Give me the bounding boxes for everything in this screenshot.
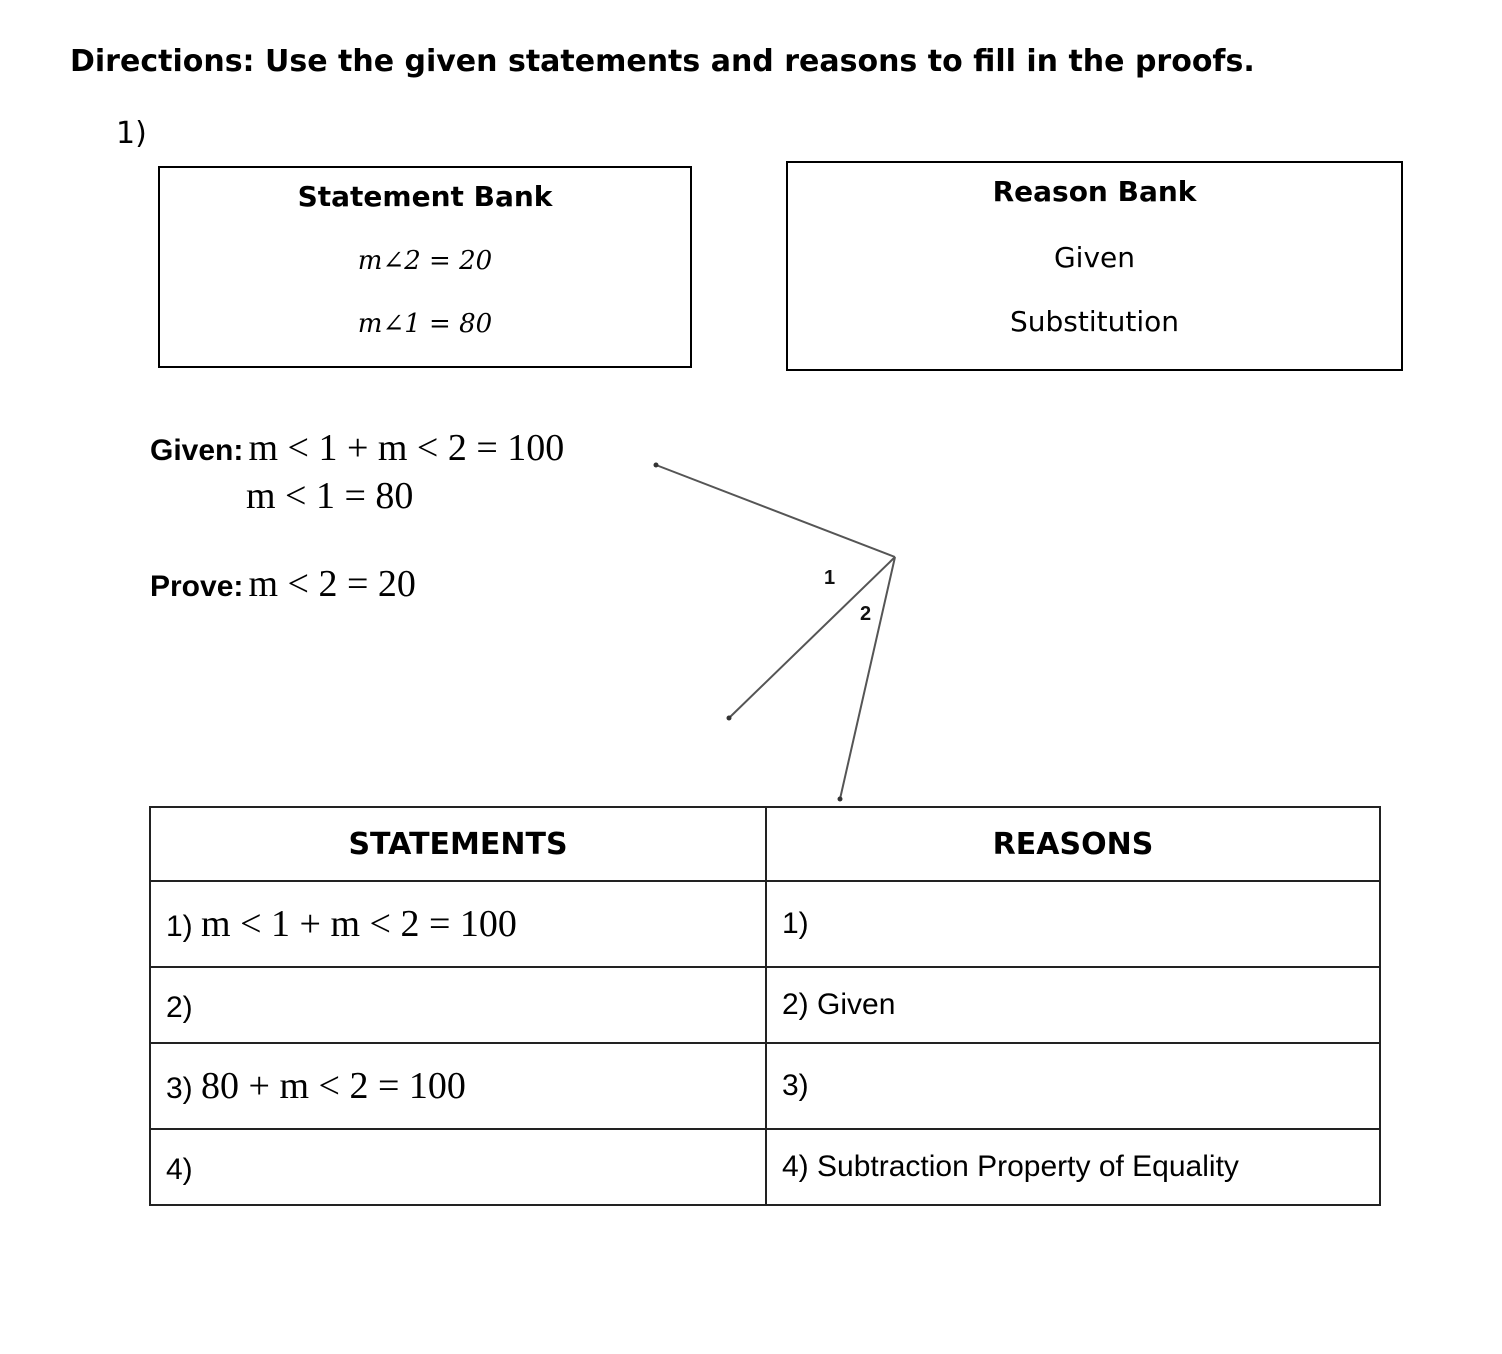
directions-heading: Directions: Use the given statements and reasons to fill in the proofs. bbox=[70, 44, 1255, 79]
statement-cell bbox=[150, 1043, 766, 1129]
reason-cell: 1) bbox=[766, 881, 1380, 967]
ray-upper bbox=[656, 465, 895, 557]
statements-header: STATEMENTS bbox=[150, 807, 766, 881]
prove-line bbox=[150, 562, 416, 606]
angle-label-1: 1 bbox=[824, 567, 836, 589]
statement-bank-title: Statement Bank bbox=[297, 180, 553, 213]
statement-number: 2) bbox=[166, 991, 193, 1024]
statement-number: 4) bbox=[166, 1153, 193, 1186]
statement-bank bbox=[158, 166, 692, 368]
given-label: Given: bbox=[150, 434, 244, 467]
reason-bank-title: Reason Bank bbox=[992, 175, 1197, 208]
statement-number: 3) bbox=[166, 1072, 193, 1105]
statement-cell bbox=[150, 1129, 766, 1205]
statement-bank-item: m∠1 = 80 bbox=[357, 309, 493, 339]
statement-number: 1) bbox=[166, 910, 193, 943]
given-line-1 bbox=[150, 426, 564, 470]
proof-row bbox=[150, 967, 1380, 1043]
angle-label-2: 2 bbox=[860, 603, 872, 625]
angle-diagram bbox=[640, 450, 940, 810]
reason-bank-item: Given bbox=[1053, 241, 1136, 274]
reason-bank bbox=[786, 161, 1403, 371]
statement-cell bbox=[150, 881, 766, 967]
prove-equation: m < 2 = 20 bbox=[248, 563, 416, 605]
proof-table bbox=[149, 806, 1381, 1206]
reason-bank-item: Substitution bbox=[1010, 305, 1179, 338]
ray-middle bbox=[729, 557, 895, 718]
reason-cell: 2) Given bbox=[766, 967, 1380, 1043]
ray-lower bbox=[840, 557, 895, 799]
prove-label: Prove: bbox=[150, 570, 244, 603]
proof-row bbox=[150, 881, 1380, 967]
problem-number: 1) bbox=[116, 116, 147, 151]
proof-header-row bbox=[150, 807, 1380, 881]
ray-endpoint bbox=[727, 716, 732, 721]
statement-bank-item: m∠2 = 20 bbox=[357, 246, 493, 276]
ray-endpoint bbox=[838, 797, 843, 802]
reason-cell: 3) bbox=[766, 1043, 1380, 1129]
reasons-header: REASONS bbox=[766, 807, 1380, 881]
statement-text: m < 1 + m < 2 = 100 bbox=[201, 903, 517, 945]
given-line-2 bbox=[246, 474, 413, 518]
given-equation-2: m < 1 = 80 bbox=[246, 475, 414, 517]
statement-cell bbox=[150, 967, 766, 1043]
ray-endpoint bbox=[654, 463, 659, 468]
given-equation-1: m < 1 + m < 2 = 100 bbox=[248, 427, 565, 469]
reason-cell: 4) Subtraction Property of Equality bbox=[766, 1129, 1380, 1205]
proof-row bbox=[150, 1043, 1380, 1129]
statement-text: 80 + m < 2 = 100 bbox=[201, 1065, 466, 1107]
proof-row bbox=[150, 1129, 1380, 1205]
